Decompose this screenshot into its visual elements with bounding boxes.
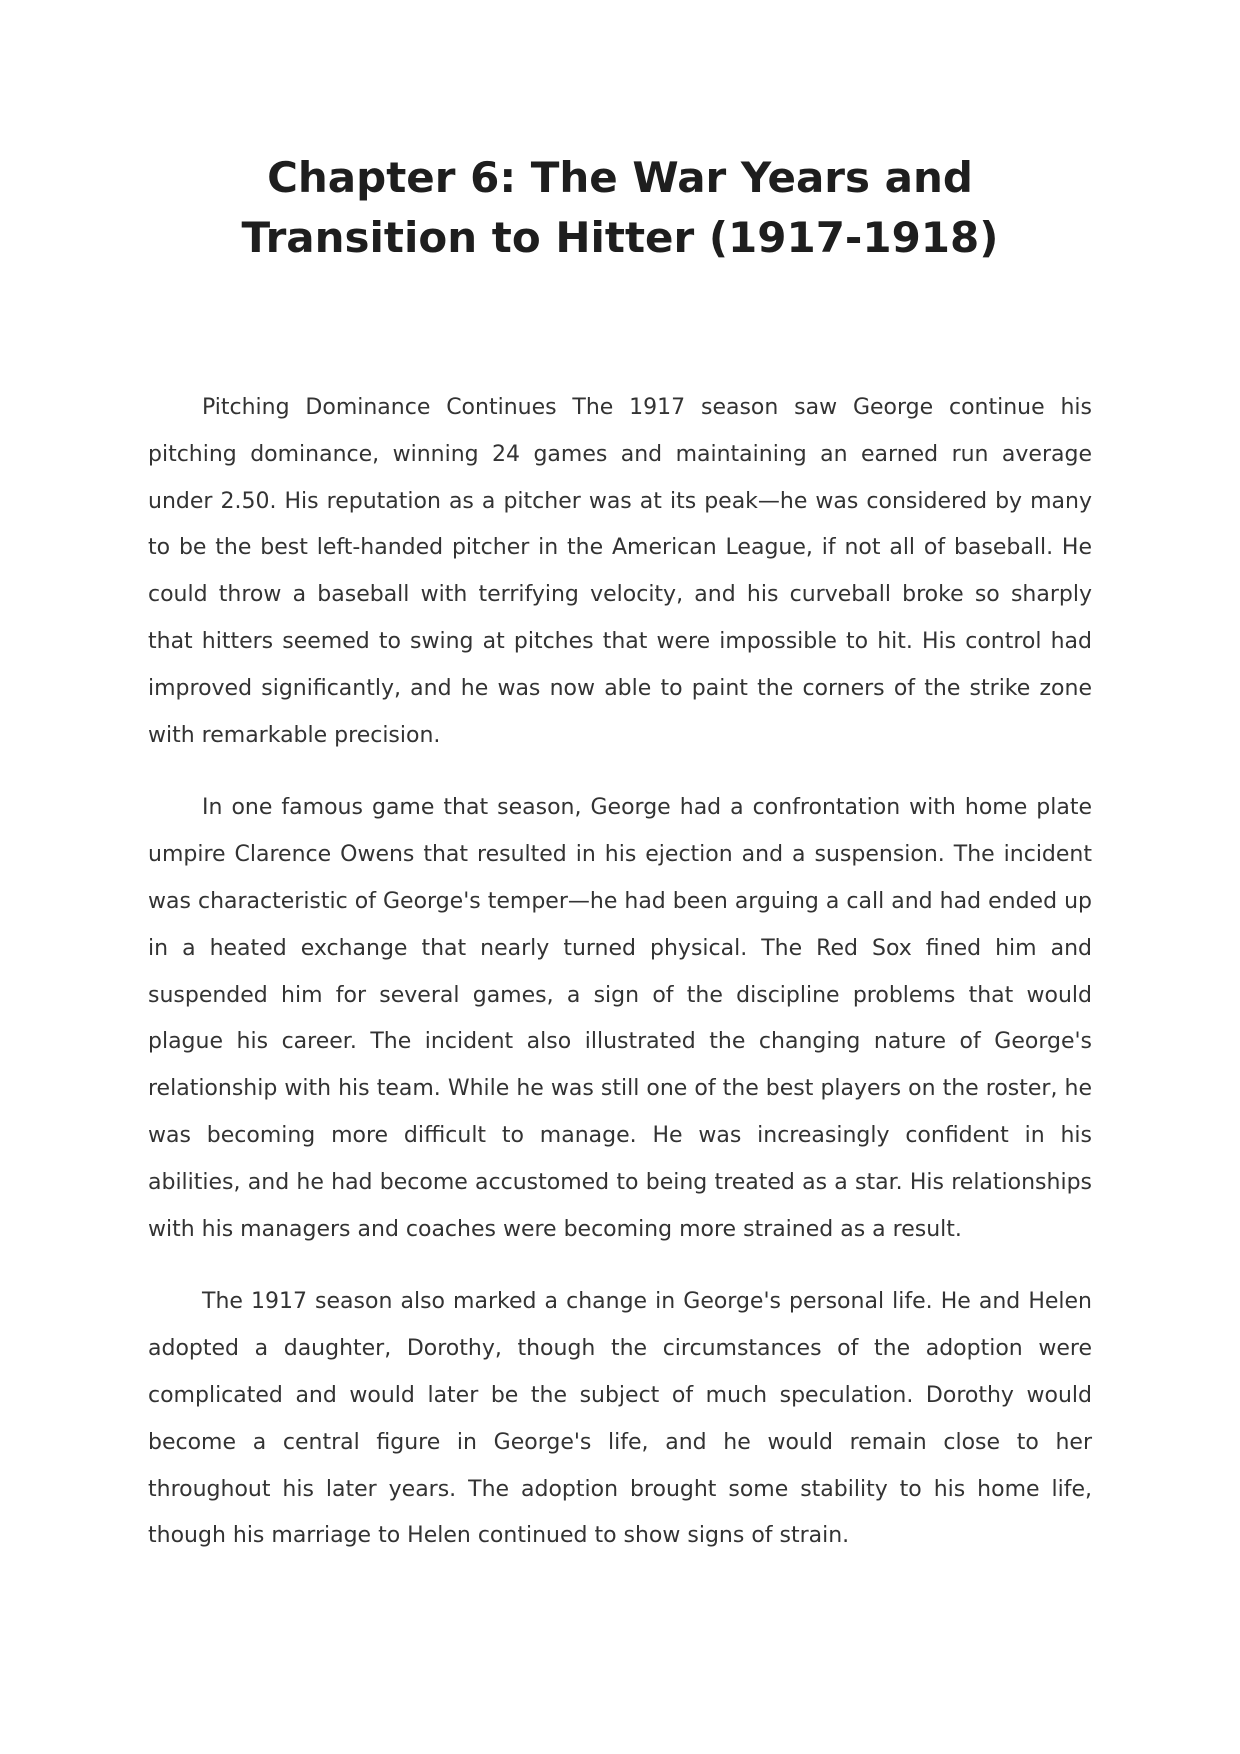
chapter-body: [148, 385, 1092, 1586]
paragraph: The 1917 season also marked a change in George's personal life. He and Helen adopted a daughter, Dorothy, though the circumstances of the adoption were complicated and would later be the subject of much speculation. Dorothy would become a central figure in George's life, and he would remain close to her throughout his later years. The adoption brought some stability to his home life, though his marriage to Helen continued to show signs of strain.: [148, 1289, 1092, 1549]
paragraph: Pitching Dominance Continues The 1917 season saw George continue his pitching dominance, winning 24 games and maintaining an earned run average under 2.50. His reputation as a pitcher was at its peak—he was considered by many to be the best left-handed pitcher in the American League, if not all of baseball. He could throw a baseball with terrifying velocity, and his curveball broke so sharply that hitters seemed to swing at pitches that were impossible to hit. His control had improved significantly, and he was now able to paint the corners of the strike zone with remarkable precision.: [148, 395, 1092, 748]
chapter-title: Chapter 6: The War Years and Transition to Hitter (1917-1918): [241, 153, 999, 262]
paragraph: In one famous game that season, George had a confrontation with home plate umpire Clarence Owens that resulted in his ejection and a suspension. The incident was characteristic of George's temper—he had been arguing a call and had ended up in a heated exchange that nearly turned physical. The Red Sox fined him and suspended him for several games, a sign of the discipline problems that would plague his career. The incident also illustrated the changing nature of George's relationship with his team. While he was still one of the best players on the roster, he was becoming more difficult to manage. He was increasingly confident in his abilities, and he had become accustomed to being treated as a star. His relationships with his managers and coaches were becoming more strained as a result.: [148, 795, 1092, 1242]
